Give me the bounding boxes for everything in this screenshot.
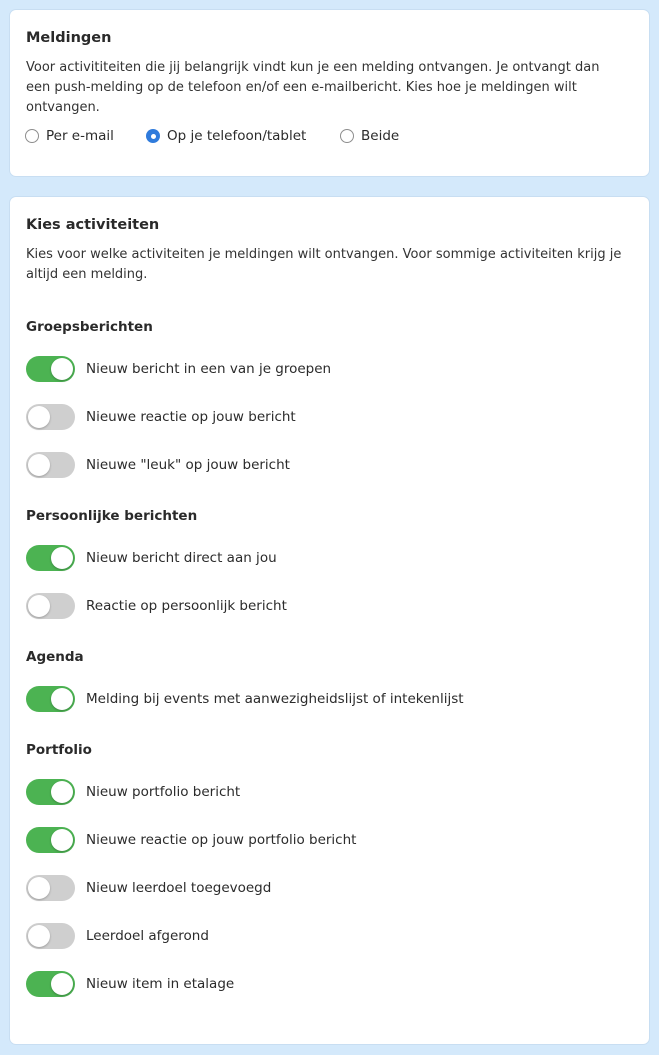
toggle-label: Nieuwe reactie op jouw portfolio bericht [86,832,357,848]
radio-both[interactable] [340,126,399,146]
group-title-groepsberichten: Groepsberichten [26,319,153,335]
toggle-row-portfolio-goal-done[interactable] [26,923,209,949]
toggle-knob [51,688,73,710]
toggle-switch[interactable] [26,971,75,997]
toggle-label: Nieuwe "leuk" op jouw bericht [86,457,290,473]
toggle-knob [28,925,50,947]
toggle-knob [28,877,50,899]
group-title-persoonlijke-berichten: Persoonlijke berichten [26,508,198,524]
toggle-label: Nieuw leerdoel toegevoegd [86,880,272,896]
notifications-description: Voor activititeiten die jij belangrijk vindt kun je een melding ontvangen. Je ontvangt dan een push-melding op de telefoon en/of een e-mailbericht. Kies hoe je meldingen wilt ontvangen. [26,60,600,115]
toggle-label: Reactie op persoonlijk bericht [86,598,287,614]
toggle-label: Nieuwe reactie op jouw bericht [86,409,296,425]
toggle-knob [51,358,73,380]
toggle-row-group-new-like[interactable] [26,452,290,478]
radio-phone-tablet[interactable] [146,126,306,146]
toggle-knob [51,547,73,569]
toggle-knob [51,973,73,995]
radio-label: Op je telefoon/tablet [167,128,307,144]
toggle-row-portfolio-new-post[interactable] [26,779,240,805]
radio-checked-icon [146,129,160,143]
toggle-switch[interactable] [26,827,75,853]
toggle-switch[interactable] [26,923,75,949]
toggle-row-portfolio-showcase[interactable] [26,971,234,997]
activities-title: Kies activiteiten [26,217,160,233]
toggle-switch[interactable] [26,686,75,712]
toggle-knob [51,829,73,851]
toggle-label: Nieuw bericht direct aan jou [86,550,277,566]
toggle-switch[interactable] [26,593,75,619]
toggle-label: Melding bij events met aanwezigheidslijst of intekenlijst [86,691,464,707]
toggle-switch[interactable] [26,779,75,805]
toggle-row-personal-reaction[interactable] [26,593,287,619]
group-title-agenda: Agenda [26,649,84,665]
toggle-label: Nieuw bericht in een van je groepen [86,361,332,377]
toggle-switch[interactable] [26,404,75,430]
radio-per-email[interactable] [25,126,114,146]
toggle-label: Leerdoel afgerond [86,928,209,944]
toggle-row-portfolio-new-goal[interactable] [26,875,271,901]
activities-description: Kies voor welke activiteiten je meldingen wilt ontvangen. Voor sommige activiteiten krijg je altijd een melding. [26,247,622,282]
toggle-knob [28,595,50,617]
toggle-switch[interactable] [26,875,75,901]
toggle-switch[interactable] [26,356,75,382]
notifications-card [9,9,650,177]
toggle-row-group-new-message[interactable] [26,356,331,382]
radio-circle-icon [25,129,39,143]
notifications-title: Meldingen [26,30,112,46]
toggle-knob [51,781,73,803]
radio-label: Beide [361,128,400,144]
radio-circle-icon [340,129,354,143]
activities-card [9,196,650,1045]
group-title-portfolio: Portfolio [26,742,92,758]
toggle-knob [28,406,50,428]
radio-label: Per e-mail [46,128,114,144]
delivery-method-radio-group [25,126,625,146]
toggle-label: Nieuw item in etalage [86,976,235,992]
toggle-row-personal-new-message[interactable] [26,545,277,571]
toggle-label: Nieuw portfolio bericht [86,784,241,800]
toggle-switch[interactable] [26,545,75,571]
toggle-row-group-new-reaction[interactable] [26,404,296,430]
toggle-row-portfolio-new-reaction[interactable] [26,827,356,853]
toggle-knob [28,454,50,476]
toggle-row-agenda-events[interactable] [26,686,464,712]
toggle-switch[interactable] [26,452,75,478]
